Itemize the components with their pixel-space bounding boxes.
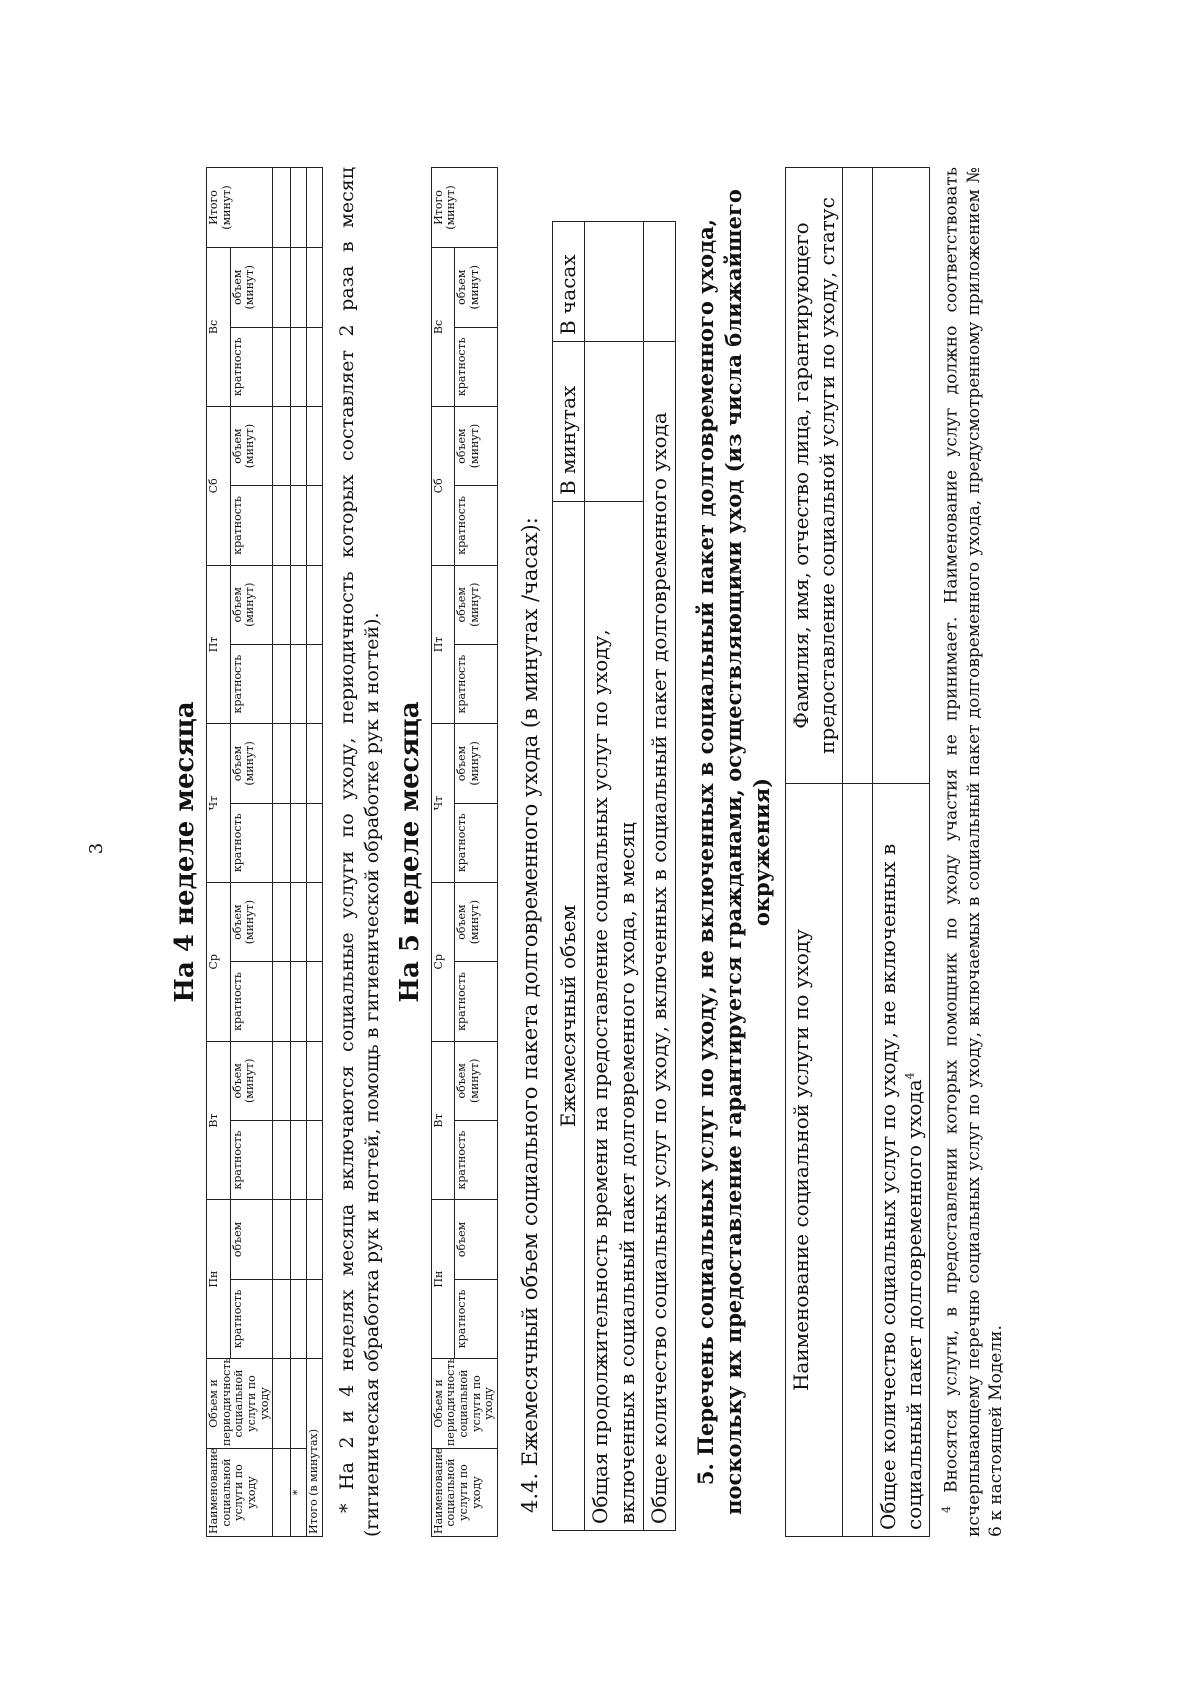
total-label: Общее количество социальных услуг по уходу, не включенных в социальный пакет долговременного ухода$^4$	[872, 784, 929, 1537]
day-header: Вс	[431, 248, 455, 407]
sub-vol: объем (минут)	[455, 724, 498, 803]
col-header-minutes: В минутах	[552, 342, 584, 502]
table-row	[842, 168, 872, 1537]
footnote	[940, 167, 1007, 1537]
sub-freq: кратность	[455, 1120, 498, 1199]
table-subheader-row	[230, 168, 273, 1537]
col-header-total: Итого (минут)	[207, 168, 273, 248]
sub-vol: объем (минут)	[455, 248, 498, 328]
day-header: Чт	[207, 724, 231, 883]
sub-freq: кратность	[230, 1120, 273, 1199]
sub-freq: кратность	[455, 327, 498, 406]
footnote-ref: 4	[903, 1072, 917, 1080]
day-header: Пн	[431, 1200, 455, 1359]
sub-vol: объем	[230, 1200, 273, 1279]
table-row-star	[291, 168, 307, 1537]
sub-vol: объем (минут)	[455, 882, 498, 961]
week4-note: * На 2 и 4 неделях месяца включаются социальные услуги по уходу, периодичность которых составляет 2 раза в месяц (гигиеническая обработка рук и ногтей, помощь в гигиенической обработке рук и ногтей).	[336, 167, 383, 1537]
col-header-hours: В часах	[552, 222, 584, 342]
sub-vol: объем (минут)	[455, 1041, 498, 1120]
sub-vol: объем (минут)	[230, 248, 273, 328]
col-header-total: Итого (минут)	[431, 168, 497, 248]
col-header-monthly: Ежемесячный объем	[552, 502, 584, 1531]
sub-freq: кратность	[230, 486, 273, 565]
monthly-volume-table	[552, 221, 676, 1531]
day-header: Вт	[431, 1041, 455, 1200]
footnote-mark: 4	[939, 1506, 953, 1513]
sub-vol: объем (минут)	[230, 565, 273, 644]
day-header: Сб	[431, 406, 455, 565]
sub-vol: объем (минут)	[230, 1041, 273, 1120]
row-label: Общее количество социальных услуг по уходу, включенных в социальный пакет долговременного ухода	[643, 342, 675, 1531]
table-row	[643, 222, 675, 1531]
week4-table	[206, 167, 323, 1537]
page-content	[160, 167, 1024, 1537]
page-number: 3	[86, 842, 107, 855]
day-header: Чт	[431, 724, 455, 883]
footnote-text: Вносятся услуги, в предоставлении которых помощник по уходу участия не принимает. Наименование услуг должно соответствовать исчерпывающему перечню социальных услуг по уходу, включаемых в социальный пакет долговременного ухода, предусмотренному приложением № 6 к настоящей Модели.	[941, 166, 1006, 1537]
sub-vol: объем (минут)	[230, 724, 273, 803]
sub-freq: кратность	[455, 803, 498, 882]
sub-freq: кратность	[455, 1279, 498, 1358]
table-subheader-row	[455, 168, 498, 1537]
sub-freq: кратность	[455, 486, 498, 565]
day-header: Пн	[207, 1200, 231, 1359]
sub-freq: кратность	[455, 644, 498, 723]
excluded-services-table	[785, 167, 930, 1537]
sub-vol: объем (минут)	[455, 406, 498, 485]
table-header-row	[785, 168, 842, 1537]
table-row-total	[307, 168, 323, 1537]
sub-vol: объем (минут)	[230, 406, 273, 485]
sub-freq: кратность	[230, 962, 273, 1041]
section44-heading: 4.4. Ежемесячный объем социального пакета долговременного ухода (в минутах /часах):	[517, 517, 542, 1513]
table-header-row	[552, 222, 584, 1531]
col-header-volume: Объем и периодичность социальной услуги по уходу	[431, 1359, 497, 1449]
col-header-volume: Объем и периодичность социальной услуги по уходу	[207, 1359, 273, 1449]
week5-title: На 5 неделе месяца	[394, 701, 425, 1003]
day-header: Вс	[207, 248, 231, 407]
sub-vol: объем	[455, 1200, 498, 1279]
star-cell: *	[291, 1449, 307, 1537]
day-header: Сб	[207, 406, 231, 565]
sub-freq: кратность	[455, 962, 498, 1041]
total-label: Итого (в минутах)	[307, 1359, 323, 1537]
table-row	[584, 222, 643, 1531]
day-header: Ср	[207, 882, 231, 1041]
col-header-name: Наименование социальной услуги по уходу	[431, 1449, 497, 1537]
day-header: Пт	[431, 565, 455, 724]
sub-freq: кратность	[230, 803, 273, 882]
table-row-total	[872, 168, 929, 1537]
row-label: Общая продолжительность времени на предоставление социальных услуг по уходу, включенных в социальный пакет долговременного ухода, в месяц	[584, 502, 643, 1531]
week5-table	[431, 167, 498, 1537]
empty-cell	[273, 1449, 291, 1537]
day-header: Вт	[207, 1041, 231, 1200]
table-header-row	[431, 168, 455, 1537]
sub-freq: кратность	[230, 1279, 273, 1358]
section5-heading: 5. Перечень социальных услуг по уходу, не включенных в социальный пакет долговременного ухода, поскольку их предоставление гарантируется гражданами, осуществляющими уход (из числа ближайшего окружения)	[692, 189, 775, 1515]
week4-title: На 4 неделе месяца	[170, 701, 200, 1003]
sub-freq: кратность	[230, 644, 273, 723]
col-header-name: Наименование социальной услуги по уходу	[785, 784, 842, 1537]
sub-freq: кратность	[230, 327, 273, 406]
sub-vol: объем (минут)	[455, 565, 498, 644]
day-header: Пт	[207, 565, 231, 724]
table-row	[273, 168, 291, 1537]
day-header: Ср	[431, 882, 455, 1041]
table-header-row	[207, 168, 231, 1537]
col-header-person: Фамилия, имя, отчество лица, гарантирующего предоставление социальной услуги по уходу, статус	[785, 168, 842, 784]
col-header-name: Наименование социальной услуги по уходу	[207, 1449, 273, 1537]
sub-vol: объем (минут)	[230, 882, 273, 961]
